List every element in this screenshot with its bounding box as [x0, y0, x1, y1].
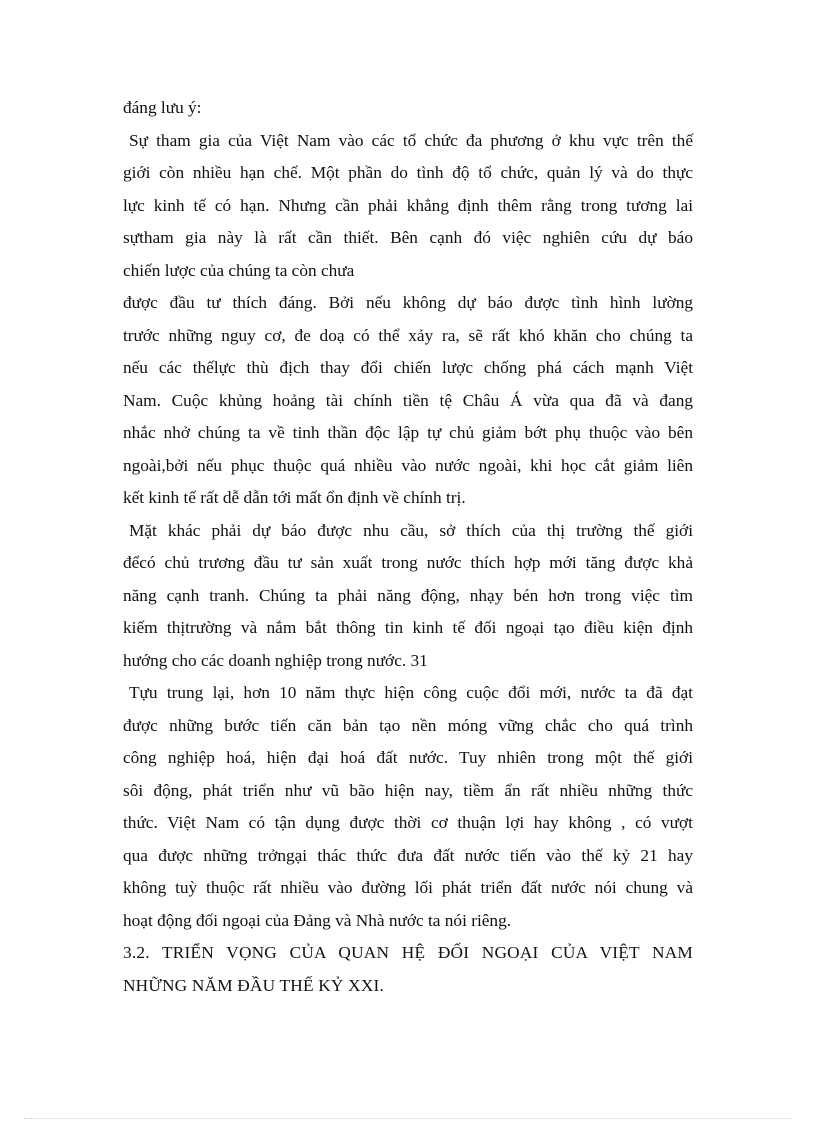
- text-line: năng cạnh tranh. Chúng ta phải năng động, nhạy bén hơn trong việc tìm: [123, 585, 693, 605]
- text-line: qua được những trởngại thác thức đưa đất nước tiến vào thế kỷ 21 hay: [123, 845, 693, 865]
- text-line: đểcó chủ trương đầu tư sản xuất trong nước thích hợp mới tăng được khả: [123, 553, 693, 572]
- page-bottom-divider: [24, 1118, 792, 1119]
- text-line: hướng cho các doanh nghiệp trong nước. 31: [123, 650, 428, 670]
- paragraph-start-line: Mặt khác phải dự báo được nhu cầu, sở thích của thị trường thế giới: [129, 520, 693, 540]
- paragraph-start-line: Sự tham gia của Việt Nam vào các tổ chức đa phương ở khu vực trên thế: [129, 130, 693, 150]
- text-line: được đầu tư thích đáng. Bởi nếu không dự báo được tình hình lường: [123, 293, 693, 312]
- body-text: [123, 92, 693, 1002]
- text-line: lực kinh tế có hạn. Nhưng cần phải khẳng định thêm rằng trong tương lai: [123, 195, 693, 215]
- text-line: giới còn nhiều hạn chế. Một phần do tình độ tổ chức, quản lý và do thực: [123, 163, 693, 182]
- text-line: thức. Việt Nam có tận dụng được thời cơ thuận lợi hay không , có vượt: [123, 813, 693, 832]
- text-line: được những bước tiến căn bản tạo nền móng vững chắc cho quá trình: [123, 715, 693, 735]
- text-line: công nghiệp hoá, hiện đại hoá đất nước. Tuy nhiên trong một thế giới: [123, 748, 693, 767]
- section-heading-line: NHỮNG NĂM ĐẦU THẾ KỶ XXI.: [123, 975, 384, 995]
- text-line: nếu các thếlực thù địch thay đổi chiến lược chống phá cách mạnh Việt: [123, 358, 693, 377]
- text-line: sôi động, phát triển như vũ bão hiện nay, tiềm ẩn rất nhiều những thức: [123, 780, 693, 800]
- text-line: nhắc nhở chúng ta về tinh thần độc lập tự chủ giảm bớt phụ thuộc vào bên: [123, 423, 693, 442]
- text-line: hoạt động đối ngoại của Đảng và Nhà nước ta nói riêng.: [123, 910, 512, 930]
- text-line: trước những nguy cơ, đe doạ có thể xảy ra, sẽ rất khó khăn cho chúng ta: [123, 325, 693, 345]
- section-heading-line: 3.2. TRIỂN VỌNG CỦA QUAN HỆ ĐỐI NGOẠI CỦA VIỆT NAM: [123, 943, 693, 962]
- paragraph-start-line: Tựu trung lại, hơn 10 năm thực hiện công cuộc đổi mới, nước ta đã đạt: [129, 683, 693, 702]
- text-line: ngoài,bởi nếu phục thuộc quá nhiều vào nước ngoài, khi học cắt giảm liên: [123, 455, 693, 475]
- text-line: kiếm thịtrường và nắm bắt thông tin kinh tế đối ngoại tạo điều kiện định: [123, 618, 693, 637]
- text-line: không tuỳ thuộc rất nhiều vào đường lối phát triển đất nước nói chung và: [123, 878, 693, 897]
- text-line: sựtham gia này là rất cần thiết. Bên cạnh đó việc nghiên cứu dự báo: [123, 228, 693, 247]
- text-line: Nam. Cuộc khủng hoảng tài chính tiền tệ Châu Á vừa qua đã và đang: [123, 390, 693, 410]
- text-line: kết kinh tế rất dễ dẫn tới mất ổn định về chính trị.: [123, 488, 466, 507]
- text-line: đáng lưu ý:: [123, 98, 202, 117]
- text-line: chiến lược của chúng ta còn chưa: [123, 260, 355, 280]
